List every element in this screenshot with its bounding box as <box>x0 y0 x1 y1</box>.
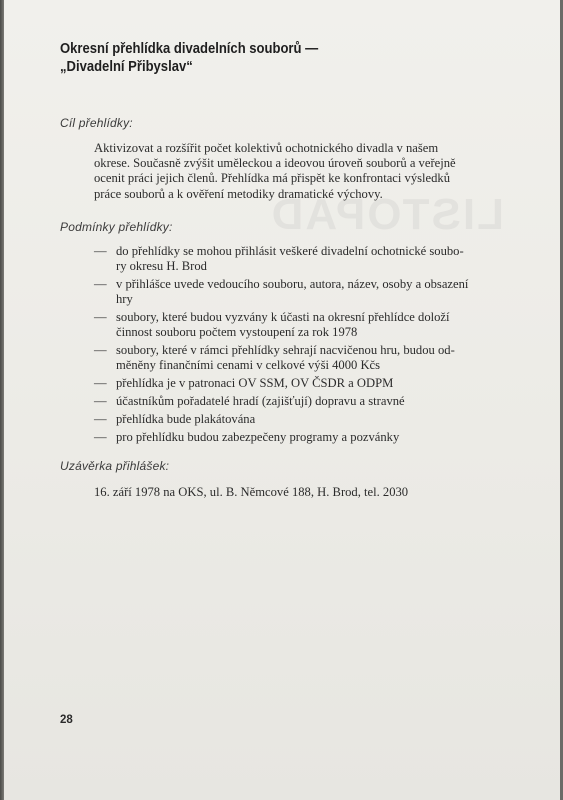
list-item-text: pro přehlídku budou zabezpečeny programy a pozvánky <box>116 430 400 444</box>
list-item <box>94 376 519 391</box>
deadline-text: 16. září 1978 na OKS, ul. B. Němcové 188, H. Brod, tel. 2030 <box>94 485 409 499</box>
list-item-text: soubory, které v rámci přehlídky sehrají nacvičenou hru, budou od- <box>116 343 455 357</box>
list-item <box>94 310 519 340</box>
page-number: 28 <box>60 714 73 726</box>
dash: — <box>94 412 107 426</box>
list-item <box>94 430 519 445</box>
goal-line: ocenit práci jejich členů. Přehlídka má přispět ke konfrontaci výsledků <box>94 171 451 186</box>
list-item-text: přehlídka je v patronaci OV SSM, OV ČSDR a ODPM <box>116 376 394 390</box>
list-item-text: v přihlášce uvede vedoucího souboru, autora, název, osoby a obsazení <box>116 277 469 291</box>
list-item-text: soubory, které budou vyzvány k účasti na okresní přehlídce doloží <box>116 310 450 324</box>
goal-line: práce souborů a k ověření metodiky dramatické výchovy. <box>94 186 383 201</box>
list-item <box>94 394 519 409</box>
title-line-2: „Divadelní Přibyslav“ <box>60 59 193 75</box>
list-item <box>94 277 519 307</box>
dash: — <box>94 343 107 357</box>
list-item-text: činnost souboru počtem vystoupení za rok 1978 <box>116 325 358 339</box>
list-item-text: ry okresu H. Brod <box>116 259 207 273</box>
dash: — <box>94 244 107 258</box>
goal-label: Cíl přehlídky: <box>60 116 133 130</box>
list-item <box>94 343 519 373</box>
goal-paragraph <box>94 141 514 202</box>
page-title <box>60 40 348 76</box>
list-item <box>94 412 519 427</box>
list-item-text: měněny finančními cenami v celkové výši 4000 Kčs <box>116 358 381 372</box>
dash: — <box>94 376 107 390</box>
goal-line: okrese. Současně zvýšit uměleckou a ideovou úroveň souborů a veřejně <box>94 156 456 171</box>
dash: — <box>94 310 107 324</box>
list-item <box>94 244 519 274</box>
dash: — <box>94 277 107 291</box>
list-item-text: přehlídka bude plakátována <box>116 412 256 426</box>
document-page <box>4 0 560 800</box>
conditions-list <box>94 244 519 448</box>
list-item-text: do přehlídky se mohou přihlásit veškeré divadelní ochotnické soubo- <box>116 244 464 258</box>
list-item-text: účastníkům pořadatelé hradí (zajišťují) dopravu a stravné <box>116 394 405 408</box>
goal-line: Aktivizovat a rozšířit počet kolektivů ochotnického divadla v našem <box>94 141 439 155</box>
deadline-label: Uzávěrka přihlášek: <box>60 459 170 473</box>
dash: — <box>94 394 107 408</box>
list-item-text: hry <box>116 292 133 306</box>
conditions-label: Podmínky přehlídky: <box>60 220 173 234</box>
dash: — <box>94 430 107 444</box>
title-line-1: Okresní přehlídka divadelních souborů — <box>60 41 319 57</box>
